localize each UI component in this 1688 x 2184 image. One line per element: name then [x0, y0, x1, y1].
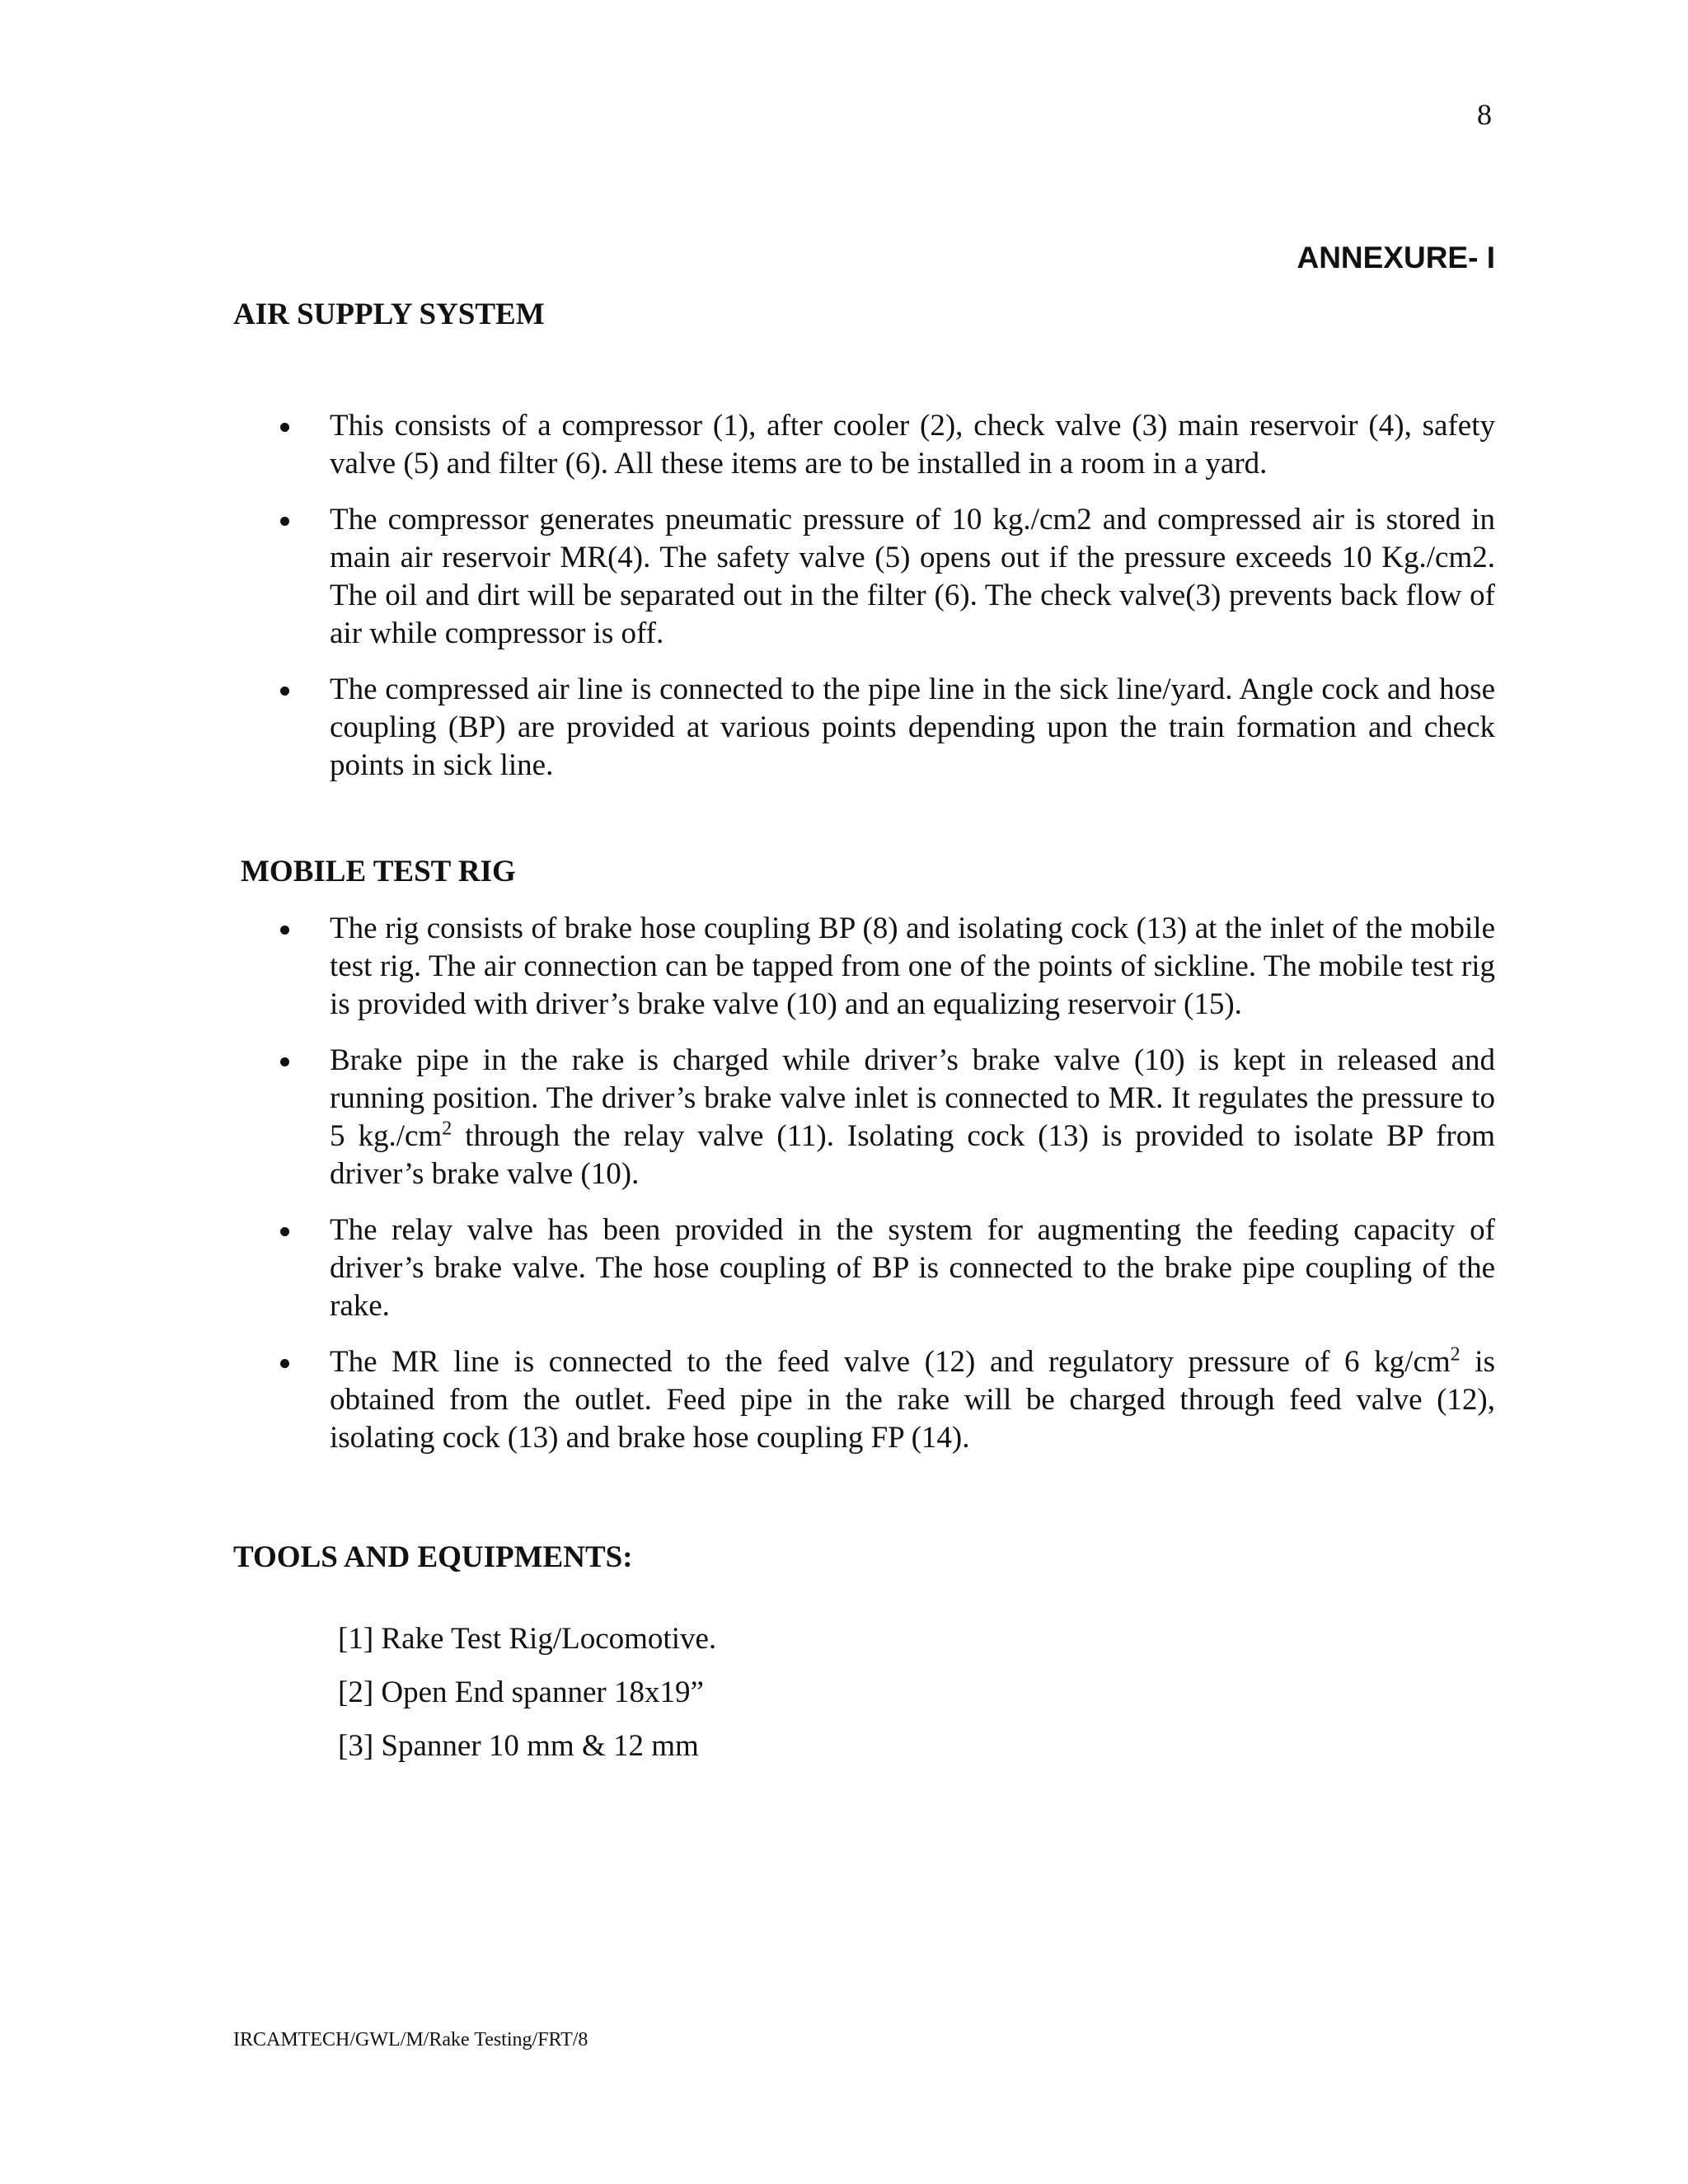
bullet-icon	[280, 926, 289, 935]
text-segment: Brake pipe in the rake is charged while driver’s brake valve (10) is kept in released and running position. The driver’s brake valve inlet is connected to MR. It regulates the pressure to 5 kg./cm	[330, 1043, 1495, 1153]
bullet-icon	[280, 1227, 289, 1236]
air-supply-list	[280, 407, 1495, 803]
section-heading-mobile-test-rig: MOBILE TEST RIG	[241, 855, 516, 888]
text-segment: is obtained from the outlet. Feed pipe in the rake will be charged through feed valve (12), isolating cock (13) and brake hose coupling FP (14).	[330, 1345, 1495, 1455]
bullet-icon	[280, 687, 289, 696]
list-item-text	[330, 1043, 1495, 1191]
list-item	[280, 1212, 1495, 1325]
mobile-test-rig-list	[280, 910, 1495, 1475]
list-item-text: The relay valve has been provided in the system for augmenting the feeding capacity of driver’s brake valve. The hose coupling of BP is connected to the brake pipe coupling of the rake.	[330, 1213, 1495, 1323]
page-footer: IRCAMTECH/GWL/M/Rake Testing/FRT/8	[233, 2029, 588, 2050]
list-item	[280, 407, 1495, 483]
text-segment: The MR line is connected to the feed valve (12) and regulatory pressure of 6 kg/cm	[330, 1345, 1451, 1379]
list-item: [3] Spanner 10 mm & 12 mm	[338, 1729, 699, 1763]
bullet-icon	[280, 517, 289, 526]
page-number: 8	[1477, 98, 1492, 131]
text-segment: through the relay valve (11). Isolating cock (13) is provided to isolate BP from driver’s brake valve (10).	[330, 1119, 1495, 1191]
list-item	[280, 501, 1495, 653]
superscript: 2	[1450, 1343, 1461, 1366]
list-item	[280, 671, 1495, 785]
list-item: [1] Rake Test Rig/Locomotive.	[338, 1622, 717, 1656]
annexure-label: ANNEXURE- I	[1296, 241, 1495, 274]
list-item: [2] Open End spanner 18x19”	[338, 1675, 704, 1709]
list-item	[280, 1042, 1495, 1193]
superscript: 2	[442, 1118, 452, 1140]
list-item-text	[330, 1345, 1495, 1455]
list-item	[280, 1343, 1495, 1457]
tools-list	[338, 1620, 1080, 1781]
list-item-text: The compressed air line is connected to the pipe line in the sick line/yard. Angle cock and hose coupling (BP) are provided at various points depending upon the train formation and check points in sick line.	[330, 673, 1495, 782]
section-heading-tools: TOOLS AND EQUIPMENTS:	[233, 1540, 633, 1574]
list-item-text: The rig consists of brake hose coupling BP (8) and isolating cock (13) at the inlet of the mobile test rig. The air connection can be tapped from one of the points of sickline. The mobile test rig is provided with driver’s brake valve (10) and an equalizing reservoir (15).	[330, 912, 1495, 1021]
bullet-icon	[280, 1057, 289, 1066]
bullet-icon	[280, 423, 289, 432]
section-heading-air-supply: AIR SUPPLY SYSTEM	[233, 298, 545, 331]
list-item-text: This consists of a compressor (1), after cooler (2), check valve (3) main reservoir (4), safety valve (5) and filter (6). All these items are to be installed in a room in a yard.	[330, 409, 1495, 480]
list-item-text: The compressor generates pneumatic pressure of 10 kg./cm2 and compressed air is stored in main air reservoir MR(4). The safety valve (5) opens out if the pressure exceeds 10 Kg./cm2. The oil and dirt will be separated out in the filter (6). The check valve(3) prevents back flow of air while compressor is off.	[330, 503, 1495, 650]
list-item	[280, 910, 1495, 1024]
bullet-icon	[280, 1359, 289, 1368]
